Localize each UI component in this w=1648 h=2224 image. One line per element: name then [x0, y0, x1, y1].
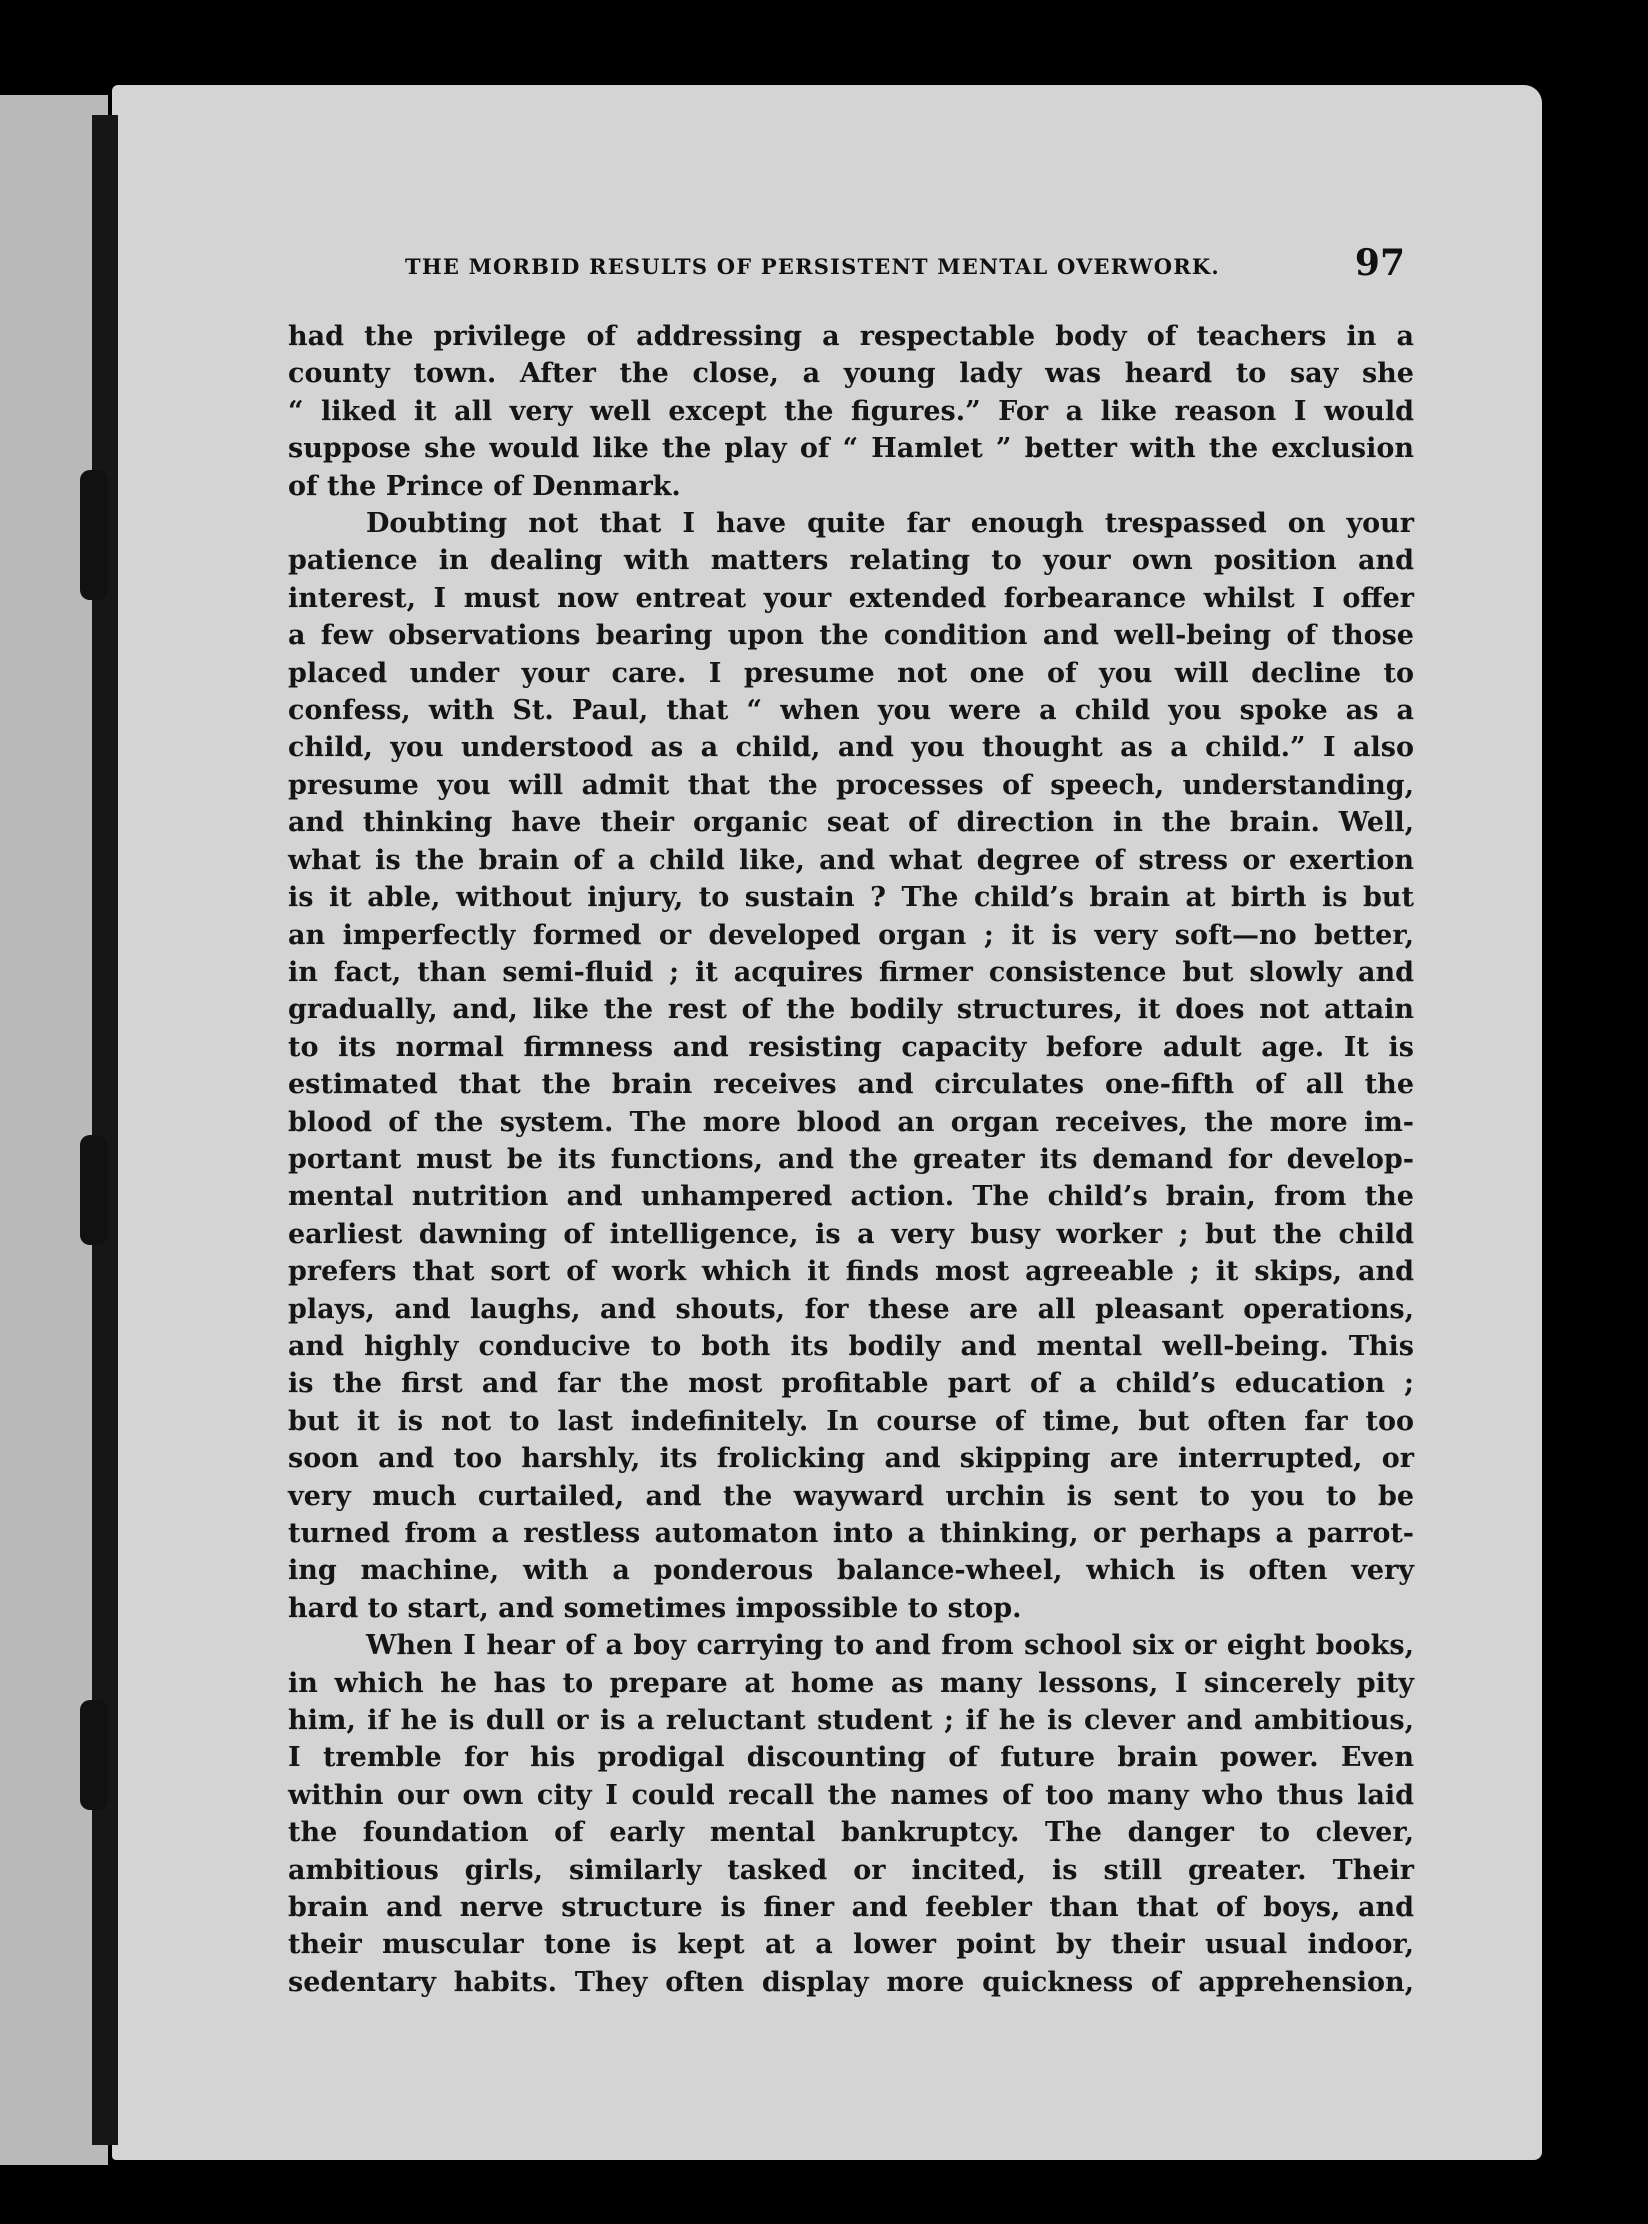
text-line: their muscular tone is kept at a lower point by their usual indoor,	[288, 1929, 1414, 1961]
text-line: patience in dealing with matters relating to your own position and	[288, 545, 1414, 577]
text-line: hard to start, and sometimes impossible to stop.	[288, 1592, 1022, 1624]
text-line: prefers that sort of work which it finds most agreeable ; it skips, and	[288, 1256, 1414, 1288]
text-line: of the Prince of Denmark.	[288, 470, 681, 502]
body-text	[288, 318, 1414, 2001]
text-line: estimated that the brain receives and circulates one-fifth of all the	[288, 1069, 1414, 1101]
text-line: I tremble for his prodigal discounting of future brain power. Even	[288, 1742, 1414, 1774]
text-line: ing machine, with a ponderous balance-wheel, which is often very	[288, 1555, 1414, 1587]
text-line: in fact, than semi-fluid ; it acquires firmer consistence but slowly and	[288, 956, 1414, 988]
text-line: sedentary habits. They often display more quickness of apprehension,	[288, 1966, 1414, 1998]
text-line: a few observations bearing upon the condition and well-being of those	[288, 620, 1414, 652]
text-line: in which he has to prepare at home as many lessons, I sincerely pity	[288, 1667, 1414, 1699]
text-line: but it is not to last indefinitely. In course of time, but often far too	[288, 1405, 1414, 1437]
text-line: When I hear of a boy carrying to and from school six or eight books,	[366, 1630, 1414, 1662]
text-line: and thinking have their organic seat of direction in the brain. Well,	[288, 807, 1414, 839]
text-line: portant must be its functions, and the greater its demand for develop-	[288, 1143, 1414, 1175]
text-line: Doubting not that I have quite far enough trespassed on your	[366, 508, 1414, 540]
text-line: ambitious girls, similarly tasked or incited, is still greater. Their	[288, 1854, 1414, 1886]
text-line: very much curtailed, and the wayward urchin is sent to you to be	[288, 1480, 1414, 1512]
text-line: presume you will admit that the processes of speech, understanding,	[288, 769, 1414, 801]
text-line: within our own city I could recall the names of too many who thus laid	[288, 1779, 1414, 1811]
text-line: suppose she would like the play of “ Hamlet ” better with the exclusion	[288, 433, 1414, 465]
binding-thread	[80, 470, 108, 600]
text-line: placed under your care. I presume not one of you will decline to	[288, 657, 1414, 689]
text-line: county town. After the close, a young lady was heard to say she	[288, 358, 1414, 390]
running-head: THE MORBID RESULTS OF PERSISTENT MENTAL OVERWORK.	[405, 254, 1220, 279]
text-line: child, you understood as a child, and you thought as a child.” I also	[288, 732, 1414, 764]
text-line: plays, and laughs, and shouts, for these are all pleasant operations,	[288, 1293, 1414, 1325]
text-line: had the privilege of addressing a respectable body of teachers in a	[288, 321, 1414, 352]
text-line: is it able, without injury, to sustain ? The child’s brain at birth is but	[288, 882, 1414, 914]
text-line: “ liked it all very well except the figures.” For a like reason I would	[288, 395, 1414, 427]
text-line: soon and too harshly, its frolicking and skipping are interrupted, or	[288, 1443, 1414, 1475]
binding-thread	[80, 1700, 108, 1810]
text-line: gradually, and, like the rest of the bodily structures, it does not attain	[288, 994, 1414, 1026]
text-line: mental nutrition and unhampered action. The child’s brain, from the	[288, 1181, 1414, 1213]
text-line: blood of the system. The more blood an organ receives, the more im-	[288, 1106, 1414, 1138]
text-line: an imperfectly formed or developed organ ; it is very soft—no better,	[288, 919, 1414, 951]
page-header	[405, 242, 1405, 298]
text-line: interest, I must now entreat your extended forbearance whilst I offer	[288, 582, 1414, 614]
text-line: confess, with St. Paul, that “ when you were a child you spoke as a	[288, 695, 1414, 727]
text-line: earliest dawning of intelligence, is a very busy worker ; but the child	[288, 1218, 1414, 1250]
binding-thread	[80, 1135, 108, 1245]
text-line: brain and nerve structure is finer and feebler than that of boys, and	[288, 1892, 1414, 1924]
text-line: him, if he is dull or is a reluctant student ; if he is clever and ambitious,	[288, 1705, 1414, 1737]
text-line: and highly conducive to both its bodily and mental well-being. This	[288, 1330, 1414, 1362]
text-line: turned from a restless automaton into a thinking, or perhaps a parrot-	[288, 1518, 1414, 1549]
text-line: the foundation of early mental bankruptcy. The danger to clever,	[288, 1817, 1414, 1849]
page-number: 97	[1354, 242, 1405, 284]
text-line: to its normal firmness and resisting capacity before adult age. It is	[288, 1031, 1414, 1063]
text-line: what is the brain of a child like, and what degree of stress or exertion	[288, 844, 1414, 876]
text-line: is the first and far the most profitable part of a child’s education ;	[288, 1368, 1414, 1400]
binding-gutter	[92, 115, 118, 2145]
